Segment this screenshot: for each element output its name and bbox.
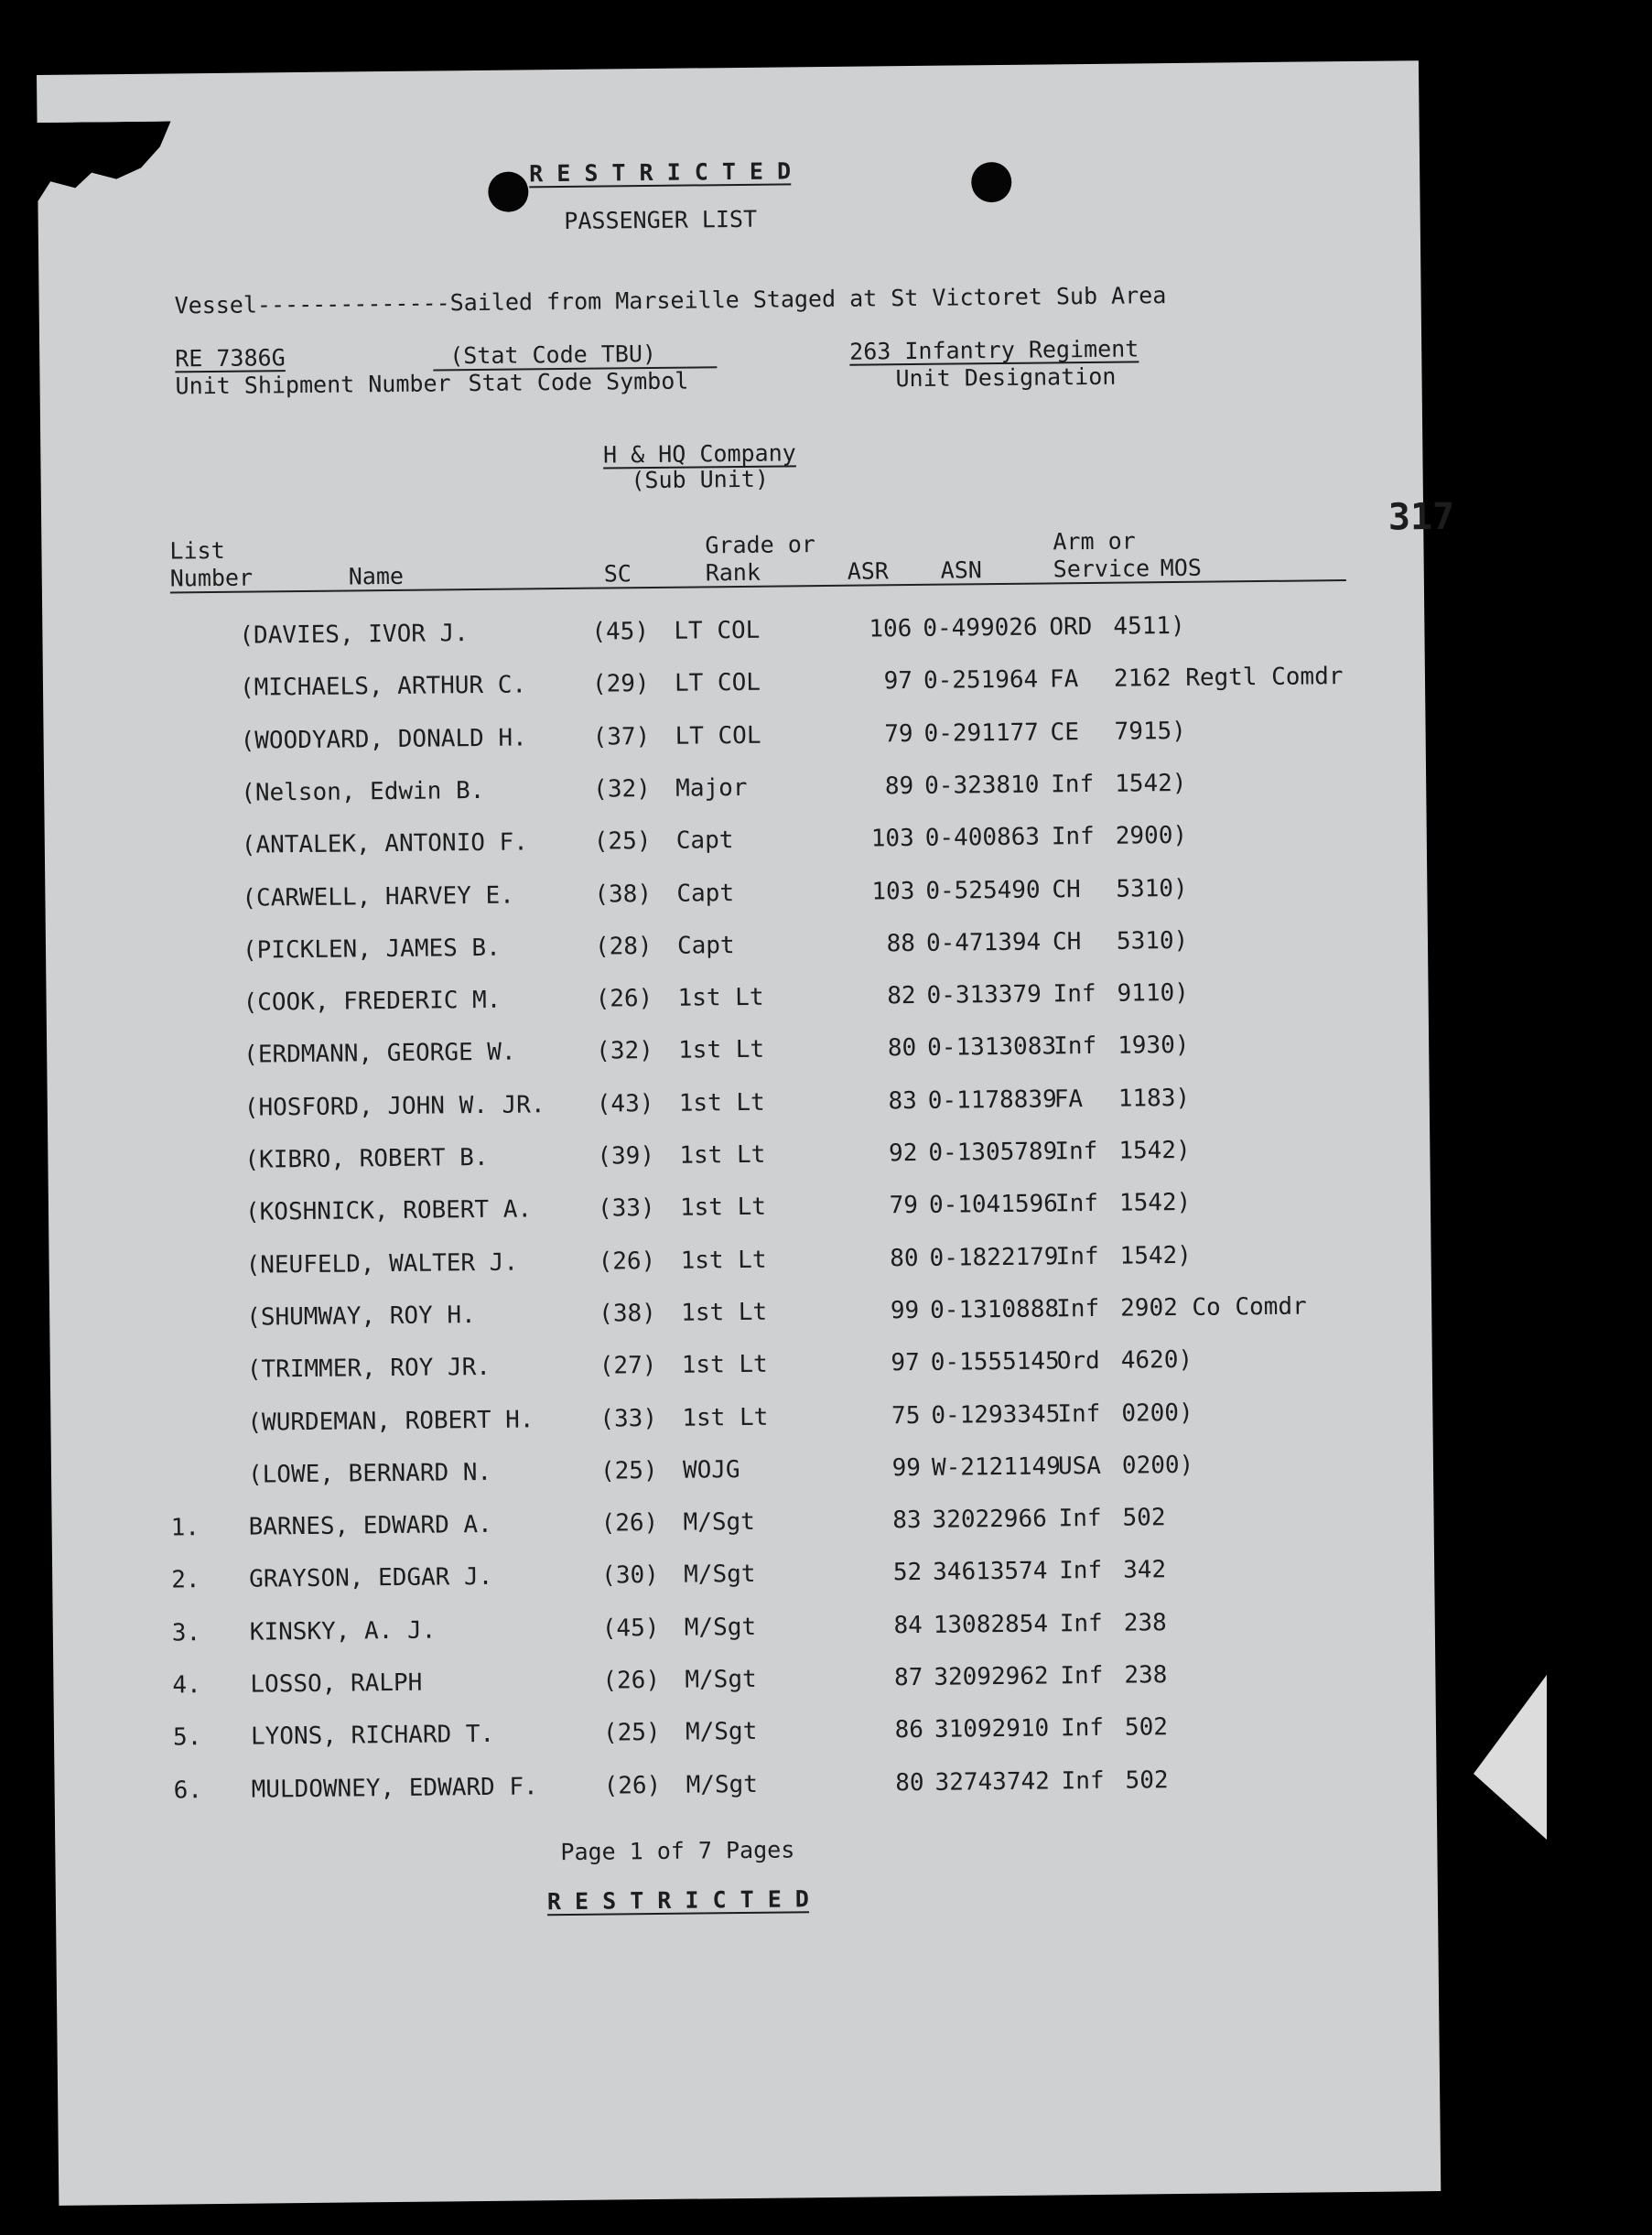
cell-asn: 32022966 [932, 1505, 1047, 1534]
cell-asn: 0-525490 [925, 876, 1041, 905]
cell-asn: 0-251964 [923, 665, 1039, 696]
cell-mos: 1930) [1118, 1031, 1190, 1061]
page-stamp-number: 317 [1387, 495, 1455, 539]
cell-asn: 0-471394 [925, 928, 1042, 957]
page-indicator: Page 1 of 7 Pages [560, 1836, 795, 1866]
table-row [47, 1030, 1429, 1074]
cell-name: (ERDMANN, GEORGE W. [243, 1038, 516, 1070]
cell-sc: (25) [599, 1456, 658, 1485]
table-row [44, 767, 1426, 811]
cell-asr: 75 [891, 1401, 921, 1430]
cell-asr: 103 [870, 825, 914, 853]
cell-sc: (28) [594, 932, 653, 961]
cell-grade: 1st Lt [681, 1298, 768, 1327]
cell-sc: (26) [600, 1509, 659, 1538]
cell-mos: 502 [1122, 1504, 1166, 1532]
cell-mos: 238 [1123, 1608, 1167, 1637]
table-row [51, 1449, 1433, 1493]
table-row [48, 1134, 1430, 1178]
col-arm: Arm or [1053, 527, 1136, 556]
cell-grade: 1st Lt [682, 1403, 769, 1432]
cell-mos: 2902 Co Comdr [1120, 1292, 1307, 1323]
cell-grade: M/Sgt [683, 1507, 756, 1537]
cell-name: (WOODYARD, DONALD H. [240, 724, 527, 755]
cell-mos: 1542) [1118, 1189, 1192, 1217]
cell-arm: Inf [1056, 1294, 1100, 1323]
cell-name: (PICKLEN, JAMES B. [242, 934, 501, 965]
cell-asn: 0-323810 [924, 771, 1040, 800]
cell-arm: Inf [1053, 1032, 1097, 1061]
classification-top: R E S T R I C T E D [529, 157, 792, 188]
table-row [45, 819, 1427, 863]
cell-arm: FA [1049, 665, 1079, 694]
cell-arm: USA [1057, 1452, 1102, 1481]
cell-arm: Inf [1051, 770, 1095, 799]
cell-mos: 1183) [1118, 1084, 1191, 1113]
cell-asr: 83 [888, 1086, 917, 1116]
cell-sc: (32) [593, 774, 651, 804]
cell-arm: Inf [1054, 1137, 1098, 1166]
sub-unit-label: (Sub Unit) [631, 465, 770, 494]
cell-sc: (26) [598, 1247, 656, 1276]
cell-sc: (25) [593, 827, 652, 856]
cell-name: (LOWE, BERNARD N. [247, 1458, 492, 1489]
cell-grade: 1st Lt [679, 1140, 766, 1170]
col-sc: SC [603, 560, 632, 588]
cell-mos: 2162 Regtl Comdr [1113, 663, 1344, 694]
cell-mos: 7915) [1114, 717, 1187, 746]
cell-arm: Inf [1060, 1661, 1104, 1690]
col-number: Number [169, 564, 254, 592]
cell-asn: W-2121149 [931, 1452, 1062, 1482]
punch-hole-right [971, 162, 1011, 202]
cell-arm: Inf [1061, 1766, 1105, 1795]
cell-asr: 106 [869, 615, 912, 643]
cell-name: (KIBRO, ROBERT B. [244, 1143, 489, 1174]
cell-asn: 32743742 [934, 1767, 1050, 1797]
cell-asr: 79 [884, 719, 913, 748]
cell-sc: (25) [602, 1719, 661, 1747]
cell-asn: 32092962 [934, 1662, 1049, 1691]
table-row [54, 1711, 1436, 1755]
cell-arm: CH [1052, 875, 1081, 903]
sub-unit: H & HQ Company [602, 439, 796, 469]
cell-num: 2. [171, 1566, 200, 1594]
cell-grade: M/Sgt [684, 1560, 756, 1590]
cell-mos: 9110) [1117, 978, 1190, 1008]
cell-grade: LT COL [674, 669, 761, 698]
cell-arm: ORD [1049, 612, 1093, 642]
table-row [53, 1658, 1435, 1702]
col-grade: Grade or [705, 531, 815, 559]
cell-num: 4. [172, 1671, 201, 1700]
cell-asn: 31092910 [934, 1714, 1050, 1744]
cell-grade: LT COL [675, 721, 761, 750]
table-row [42, 610, 1424, 653]
cell-num: 1. [170, 1514, 200, 1542]
cell-asr: 80 [890, 1244, 919, 1272]
cell-grade: 1st Lt [678, 1036, 765, 1065]
cell-mos: 5310) [1116, 926, 1189, 956]
cell-asr: 84 [893, 1611, 923, 1639]
cell-grade: 1st Lt [677, 983, 764, 1012]
torn-corner [34, 121, 172, 207]
stat-code: (Stat Code TBU) [449, 340, 657, 370]
cell-grade: WOJG [682, 1455, 740, 1485]
cell-name: LYONS, RICHARD T. [250, 1721, 495, 1751]
cell-sc: (26) [602, 1666, 661, 1695]
cell-asr: 99 [890, 1296, 920, 1325]
cell-asn: 0-1305789 [928, 1138, 1058, 1167]
cell-asn: 0-1041596 [928, 1190, 1059, 1220]
cell-sc: (26) [603, 1771, 662, 1800]
cell-arm: Inf [1059, 1557, 1103, 1585]
cell-grade: 1st Lt [678, 1088, 765, 1118]
cell-name: (DAVIES, IVOR J. [239, 620, 470, 650]
cell-arm: Inf [1060, 1714, 1105, 1743]
cell-asr: 92 [888, 1139, 918, 1168]
cell-name: (NEUFELD, WALTER J. [245, 1248, 519, 1279]
cell-mos: 238 [1124, 1661, 1168, 1690]
cell-arm: Inf [1053, 980, 1096, 1009]
unit-designation: 263 Infantry Regiment [849, 335, 1139, 365]
cell-sc: (30) [601, 1561, 659, 1591]
cell-arm: Inf [1055, 1242, 1099, 1271]
cell-asn: 0-1178839 [927, 1085, 1057, 1115]
cell-asr: 103 [871, 877, 915, 905]
col-mos: MOS [1160, 554, 1203, 582]
cell-asn: 0-1313083 [927, 1032, 1057, 1063]
table-row [49, 1186, 1431, 1230]
cell-asr: 89 [884, 772, 914, 801]
cell-name: (COOK, FREDERIC M. [243, 986, 502, 1017]
cell-name: (HOSFORD, JOHN W. JR. [243, 1090, 545, 1122]
cell-name: LOSSO, RALPH [250, 1668, 423, 1699]
cell-asn: 0-499026 [923, 613, 1038, 642]
table-row [43, 715, 1425, 759]
cell-arm: Inf [1057, 1399, 1101, 1428]
cell-asr: 52 [892, 1559, 923, 1587]
cell-name: KINSKY, A. J. [249, 1616, 437, 1647]
cell-asn: 0-1293345 [931, 1399, 1061, 1430]
cell-mos: 342 [1123, 1556, 1167, 1585]
cell-asr: 82 [887, 982, 916, 1010]
cell-grade: Capt [675, 826, 734, 855]
cell-asr: 87 [893, 1663, 923, 1692]
cell-sc: (29) [591, 670, 650, 698]
cell-sc: (45) [591, 618, 650, 646]
cell-arm: FA [1053, 1085, 1084, 1114]
cell-asr: 88 [886, 929, 916, 958]
cell-asr: 80 [895, 1768, 924, 1797]
cell-name: GRAYSON, EDGAR J. [249, 1563, 493, 1594]
cell-asr: 97 [891, 1349, 920, 1377]
cell-name: MULDOWNEY, EDWARD F. [251, 1772, 538, 1804]
cell-arm: Ord [1056, 1347, 1100, 1376]
cell-mos: 1542) [1115, 769, 1187, 798]
cell-asn: 34613574 [933, 1557, 1048, 1587]
table-row [43, 662, 1425, 706]
cell-mos: 4620) [1120, 1346, 1193, 1375]
table-row [48, 1082, 1430, 1126]
table-row [46, 977, 1428, 1020]
cell-arm: Inf [1058, 1504, 1102, 1533]
cell-asn: 0-400863 [924, 823, 1041, 853]
table-row [45, 872, 1427, 916]
cell-name: (MICHAELS, ARTHUR C. [239, 671, 527, 703]
cell-mos: 4511) [1113, 611, 1185, 641]
cell-name: (ANTALEK, ANTONIO F. [241, 828, 529, 859]
cell-grade: 1st Lt [680, 1246, 767, 1275]
cell-sc: (27) [599, 1352, 657, 1380]
cell-asr: 99 [891, 1453, 922, 1483]
col-name: Name [348, 562, 405, 590]
cell-mos: 2900) [1115, 822, 1188, 850]
cell-name: BARNES, EDWARD A. [248, 1510, 492, 1541]
cell-sc: (39) [597, 1141, 655, 1171]
cell-sc: (32) [596, 1037, 653, 1066]
col-asr: ASR [847, 557, 890, 585]
cell-asr: 83 [892, 1506, 922, 1535]
cell-asn: 0-1310888 [930, 1295, 1060, 1324]
cell-grade: M/Sgt [685, 1665, 757, 1694]
cell-mos: 502 [1125, 1765, 1169, 1795]
cell-asr: 80 [887, 1034, 917, 1063]
cell-mos: 502 [1124, 1713, 1169, 1742]
unit-shipment-number: RE 7386G [175, 344, 286, 372]
cell-mos: 1542) [1119, 1241, 1193, 1270]
cell-grade: M/Sgt [684, 1613, 757, 1642]
cell-name: (TRIMMER, ROY JR. [246, 1354, 491, 1384]
unit-shipment-label: Unit Shipment Number [175, 370, 451, 400]
table-row [49, 1291, 1431, 1335]
cell-grade: M/Sgt [686, 1770, 759, 1799]
table-row [50, 1344, 1432, 1387]
cell-grade: Capt [676, 931, 735, 960]
cell-sc: (33) [599, 1404, 658, 1433]
cell-asn: 0-1822179 [929, 1242, 1059, 1272]
cell-sc: (43) [596, 1089, 654, 1118]
cell-sc: (26) [595, 985, 653, 1013]
cell-grade: 1st Lt [681, 1350, 768, 1379]
cell-sc: (33) [597, 1194, 655, 1223]
cell-name: (SHUMWAY, ROY H. [246, 1301, 476, 1332]
cell-grade: Capt [676, 879, 735, 908]
cell-asr: 86 [894, 1716, 924, 1744]
cell-sc: (38) [599, 1299, 656, 1328]
cell-arm: Inf [1059, 1609, 1103, 1638]
table-row [52, 1553, 1434, 1597]
cell-asn: 0-1555145 [930, 1347, 1060, 1377]
classification-bottom: R E S T R I C T E D [546, 1885, 810, 1916]
col-service: Service [1053, 555, 1150, 583]
cell-asr: 97 [883, 667, 913, 696]
paper-fragment [1474, 1675, 1547, 1840]
cell-name: (CARWELL, HARVEY E. [242, 881, 514, 912]
cell-asn: 13082854 [933, 1610, 1049, 1639]
cell-name: (Nelson, Edwin B. [241, 776, 485, 807]
cell-sc: (45) [601, 1614, 660, 1643]
cell-grade: 1st Lt [679, 1193, 767, 1223]
cell-grade: LT COL [674, 616, 761, 645]
cell-mos: 0200) [1121, 1398, 1193, 1428]
table-row [50, 1397, 1432, 1441]
col-list: List [169, 536, 225, 565]
cell-arm: CH [1052, 927, 1082, 956]
stat-code-label: Stat Code Symbol [468, 367, 689, 397]
document-title: PASSENGER LIST [564, 205, 758, 234]
cell-name: (KOSHNICK, ROBERT A. [244, 1195, 533, 1226]
cell-arm: Inf [1051, 823, 1095, 851]
col-rank: Rank [705, 558, 761, 587]
cell-grade: M/Sgt [685, 1718, 758, 1746]
cell-grade: Major [675, 773, 748, 803]
cell-sc: (38) [594, 880, 653, 909]
cell-mos: 0200) [1121, 1451, 1194, 1480]
cell-arm: Inf [1054, 1190, 1099, 1218]
table-row [53, 1606, 1435, 1650]
cell-name: (WURDEMAN, ROBERT H. [247, 1405, 534, 1437]
cell-num: 3. [171, 1618, 201, 1647]
cell-asn: 0-291177 [923, 718, 1039, 748]
table-row [54, 1764, 1436, 1808]
cell-mos: 5310) [1116, 874, 1188, 903]
vessel-line: Vessel--------------Sailed from Marseille Staged at St Victoret Sub Area [174, 282, 1167, 319]
table-row [51, 1501, 1433, 1545]
cell-asr: 79 [889, 1192, 919, 1220]
col-asn: ASN [940, 556, 983, 584]
document-page [37, 60, 1455, 2206]
table-row [49, 1239, 1431, 1283]
unit-designation-label: Unit Designation [895, 362, 1117, 393]
cell-sc: (37) [592, 722, 651, 751]
cell-arm: CE [1050, 718, 1080, 747]
cell-num: 6. [173, 1776, 203, 1805]
cell-asn: 0-313379 [926, 980, 1042, 1010]
table-row [46, 924, 1428, 968]
cell-mos: 1542) [1118, 1136, 1191, 1165]
cell-num: 5. [172, 1723, 202, 1752]
